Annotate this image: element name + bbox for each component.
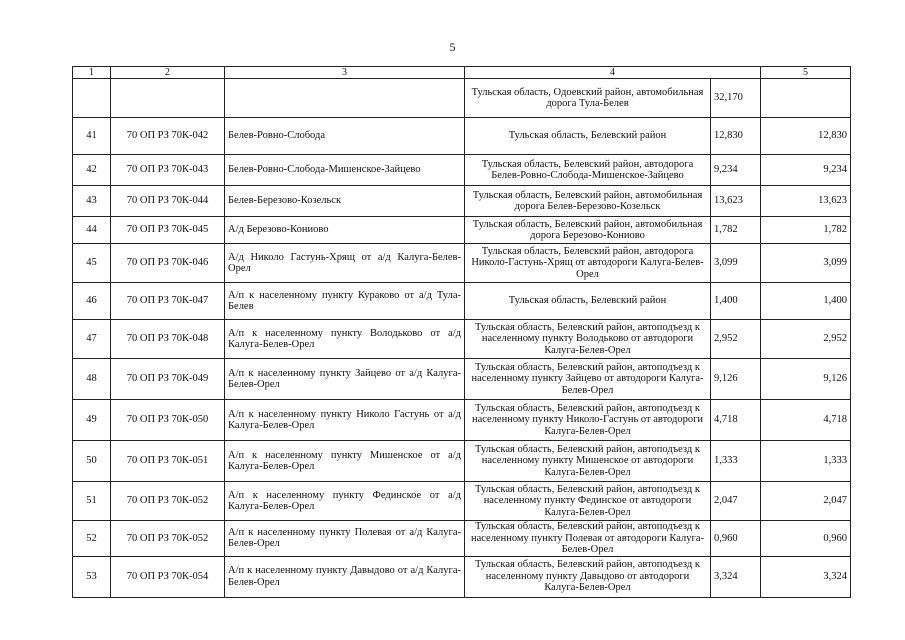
table-row [73, 186, 851, 217]
road-length: 1,400 [711, 283, 761, 320]
row-number: 53 [73, 556, 111, 597]
road-length-total [761, 79, 851, 118]
road-length-total: 1,400 [761, 283, 851, 320]
table-row [73, 482, 851, 521]
road-length-total: 1,333 [761, 441, 851, 482]
road-length: 2,952 [711, 320, 761, 359]
road-length: 1,782 [711, 217, 761, 244]
road-location: Тульская область, Одоевский район, автомобильная дорога Тула-Белев [465, 79, 711, 118]
header-col-3: 3 [225, 67, 465, 79]
road-id-code: 70 ОП РЗ 70К-049 [111, 359, 225, 400]
row-number: 52 [73, 521, 111, 557]
road-length-total: 9,126 [761, 359, 851, 400]
road-id-code: 70 ОП РЗ 70К-048 [111, 320, 225, 359]
table-row [73, 521, 851, 557]
road-length-total: 12,830 [761, 118, 851, 155]
road-length-total: 1,782 [761, 217, 851, 244]
row-number: 41 [73, 118, 111, 155]
table-row [73, 320, 851, 359]
road-name: А/д Березово-Кониово [225, 217, 465, 244]
road-id-code: 70 ОП РЗ 70К-052 [111, 521, 225, 557]
road-length: 32,170 [711, 79, 761, 118]
road-length-total: 0,960 [761, 521, 851, 557]
row-number: 48 [73, 359, 111, 400]
row-number: 43 [73, 186, 111, 217]
table-row [73, 155, 851, 186]
row-number: 47 [73, 320, 111, 359]
row-number: 42 [73, 155, 111, 186]
row-number: 46 [73, 283, 111, 320]
road-location: Тульская область, Белевский район, автоподъезд к населенному пункту Зайцево от автодороги Калуга-Белев-Орел [465, 359, 711, 400]
page-number: 5 [449, 40, 456, 54]
road-location: Тульская область, Белевский район [465, 283, 711, 320]
road-length: 9,126 [711, 359, 761, 400]
road-name: А/п к населенному пункту Мишенское от а/д Калуга-Белев-Орел [225, 441, 465, 482]
road-length-total: 13,623 [761, 186, 851, 217]
road-location: Тульская область, Белевский район, автоподъезд к населенному пункту Николо-Гастунь от автодороги Калуга-Белев-Орел [465, 400, 711, 441]
header-col-2: 2 [111, 67, 225, 79]
road-register-table [72, 66, 851, 598]
road-location: Тульская область, Белевский район, автоподъезд к населенному пункту Мишенское от автодороги Калуга-Белев-Орел [465, 441, 711, 482]
road-location: Тульская область, Белевский район, автоподъезд к населенному пункту Володьково от автодороги Калуга-Белев-Орел [465, 320, 711, 359]
table-body [73, 67, 851, 598]
road-id-code: 70 ОП РЗ 70К-054 [111, 556, 225, 597]
row-number: 45 [73, 244, 111, 283]
road-length: 12,830 [711, 118, 761, 155]
road-name: А/п к населенному пункту Володьково от а/д Калуга-Белев-Орел [225, 320, 465, 359]
table-row [73, 118, 851, 155]
road-name: А/п к населенному пункту Давыдово от а/д Калуга-Белев-Орел [225, 556, 465, 597]
road-length: 3,324 [711, 556, 761, 597]
road-location: Тульская область, Белевский район, автодорога Николо-Гастунь-Хрящ от автодороги Калуга-Белев-Орел [465, 244, 711, 283]
header-col-5: 5 [761, 67, 851, 79]
road-id-code: 70 ОП РЗ 70К-051 [111, 441, 225, 482]
road-location: Тульская область, Белевский район, автоподъезд к населенному пункту Давыдово от автодороги Калуга-Белев-Орел [465, 556, 711, 597]
row-number: 49 [73, 400, 111, 441]
road-name [225, 79, 465, 118]
road-id-code: 70 ОП РЗ 70К-043 [111, 155, 225, 186]
table-row [73, 400, 851, 441]
road-location: Тульская область, Белевский район, автоподъезд к населенному пункту Фединское от автодороги Калуга-Белев-Орел [465, 482, 711, 521]
road-length-total: 9,234 [761, 155, 851, 186]
road-length: 3,099 [711, 244, 761, 283]
road-name: А/п к населенному пункту Кураково от а/д Тула-Белев [225, 283, 465, 320]
road-length: 0,960 [711, 521, 761, 557]
road-location: Тульская область, Белевский район, автомобильная дорога Березово-Кониово [465, 217, 711, 244]
table-row [73, 283, 851, 320]
road-length: 9,234 [711, 155, 761, 186]
road-name: А/п к населенному пункту Полевая от а/д Калуга-Белев-Орел [225, 521, 465, 557]
road-name: А/п к населенному пункту Фединское от а/д Калуга-Белев-Орел [225, 482, 465, 521]
road-name: А/п к населенному пункту Николо Гастунь от а/д Калуга-Белев-Орел [225, 400, 465, 441]
table-row [73, 359, 851, 400]
road-location: Тульская область, Белевский район [465, 118, 711, 155]
road-id-code: 70 ОП РЗ 70К-046 [111, 244, 225, 283]
table-row [73, 441, 851, 482]
road-id-code: 70 ОП РЗ 70К-050 [111, 400, 225, 441]
road-id-code [111, 79, 225, 118]
road-length: 13,623 [711, 186, 761, 217]
header-col-4: 4 [465, 67, 761, 79]
road-location: Тульская область, Белевский район, автомобильная дорога Белев-Березово-Козельск [465, 186, 711, 217]
header-col-1: 1 [73, 67, 111, 79]
road-id-code: 70 ОП РЗ 70К-045 [111, 217, 225, 244]
table-row [73, 244, 851, 283]
road-length-total: 2,047 [761, 482, 851, 521]
road-name: А/д Николо Гастунь-Хрящ от а/д Калуга-Белев-Орел [225, 244, 465, 283]
table-header-row [73, 67, 851, 79]
road-length-total: 2,952 [761, 320, 851, 359]
road-location: Тульская область, Белевский район, автодорога Белев-Ровно-Слобода-Мишенское-Зайцево [465, 155, 711, 186]
road-length-total: 4,718 [761, 400, 851, 441]
road-length: 2,047 [711, 482, 761, 521]
road-name: Белев-Ровно-Слобода [225, 118, 465, 155]
table-row [73, 556, 851, 597]
road-length-total: 3,099 [761, 244, 851, 283]
table-row [73, 217, 851, 244]
road-length: 1,333 [711, 441, 761, 482]
road-id-code: 70 ОП РЗ 70К-047 [111, 283, 225, 320]
road-name: А/п к населенному пункту Зайцево от а/д Калуга-Белев-Орел [225, 359, 465, 400]
road-location: Тульская область, Белевский район, автоподъезд к населенному пункту Полевая от автодороги Калуга-Белев-Орел [465, 521, 711, 557]
road-name: Белев-Ровно-Слобода-Мишенское-Зайцево [225, 155, 465, 186]
road-length: 4,718 [711, 400, 761, 441]
row-number: 50 [73, 441, 111, 482]
table-row [73, 79, 851, 118]
row-number: 44 [73, 217, 111, 244]
road-length-total: 3,324 [761, 556, 851, 597]
road-id-code: 70 ОП РЗ 70К-044 [111, 186, 225, 217]
row-number [73, 79, 111, 118]
road-id-code: 70 ОП РЗ 70К-052 [111, 482, 225, 521]
road-name: Белев-Березово-Козельск [225, 186, 465, 217]
road-id-code: 70 ОП РЗ 70К-042 [111, 118, 225, 155]
row-number: 51 [73, 482, 111, 521]
